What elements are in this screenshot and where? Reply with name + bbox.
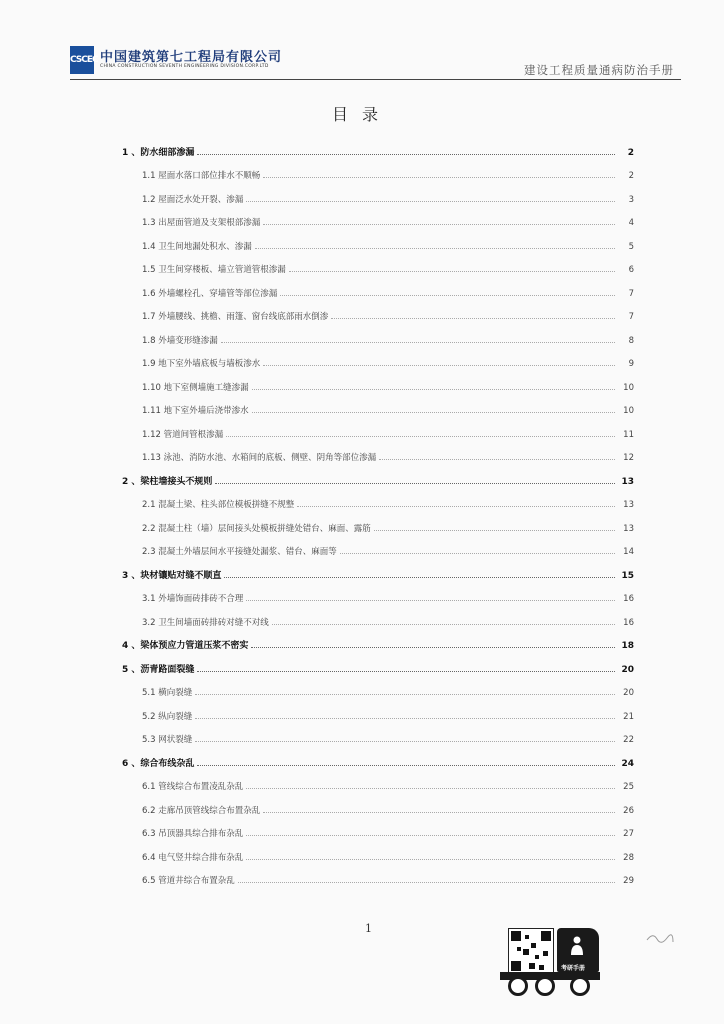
toc-entry-page: 13 bbox=[621, 476, 634, 487]
dot-leader bbox=[195, 741, 615, 742]
toc-title: 目录 bbox=[331, 105, 392, 124]
toc-entry-label: 1.11 地下室外墙后浇带渗水 bbox=[142, 406, 249, 416]
dot-leader bbox=[252, 412, 615, 413]
toc-section-entry[interactable] bbox=[122, 677, 634, 701]
table-of-contents bbox=[122, 136, 634, 888]
toc-entry-label: 1.6 外墙螺栓孔、穿墙管等部位渗漏 bbox=[142, 288, 278, 299]
dot-leader bbox=[246, 835, 615, 836]
toc-chapter-entry[interactable] bbox=[122, 630, 634, 654]
dot-leader bbox=[246, 859, 615, 860]
header-rule bbox=[70, 79, 681, 80]
dot-leader bbox=[263, 177, 615, 178]
toc-section-entry[interactable] bbox=[122, 418, 634, 442]
toc-section-entry[interactable] bbox=[122, 512, 634, 536]
wheel-icon bbox=[570, 976, 590, 996]
toc-entry-label: 6.4 电气竖井综合排布杂乱 bbox=[142, 852, 244, 863]
toc-entry-label: 1.4 卫生间地漏处积水、渗漏 bbox=[142, 241, 252, 252]
toc-entry-label: 1.12 管道间管根渗漏 bbox=[142, 429, 224, 440]
company-logo: CSCEC bbox=[70, 46, 94, 74]
toc-entry-page: 5 bbox=[628, 241, 634, 252]
toc-entry-page: 25 bbox=[623, 782, 634, 792]
toc-entry-label: 1.7 外墙腰线、挑檐、雨篷、窗台线底部雨水倒渗 bbox=[142, 312, 329, 322]
toc-entry-label: 1 、防水细部渗漏 bbox=[122, 147, 195, 158]
toc-section-entry[interactable] bbox=[122, 324, 634, 348]
toc-entry-page: 24 bbox=[621, 758, 634, 769]
toc-entry-page: 13 bbox=[623, 500, 634, 510]
toc-entry-page: 21 bbox=[623, 711, 634, 722]
dot-leader bbox=[246, 201, 615, 202]
page-number: 1 bbox=[365, 922, 372, 935]
person-icon bbox=[570, 936, 584, 956]
toc-entry-page: 20 bbox=[621, 664, 634, 675]
toc-entry-label: 6.2 走廊吊顶管线综合布置杂乱 bbox=[142, 805, 261, 816]
toc-entry-page: 12 bbox=[623, 453, 634, 463]
toc-section-entry[interactable] bbox=[122, 207, 634, 231]
toc-section-entry[interactable] bbox=[122, 160, 634, 184]
toc-entry-page: 20 bbox=[623, 688, 634, 698]
dot-leader bbox=[195, 694, 615, 695]
toc-entry-label: 5.3 网状裂缝 bbox=[142, 735, 193, 745]
toc-entry-page: 6 bbox=[628, 265, 634, 275]
toc-entry-label: 6.1 管线综合布置凌乱杂乱 bbox=[142, 782, 244, 792]
toc-entry-label: 2.1 混凝土梁、柱头部位模板拼缝不规整 bbox=[142, 500, 295, 510]
dot-leader bbox=[374, 530, 615, 531]
toc-entry-page: 9 bbox=[628, 359, 634, 369]
toc-entry-page: 7 bbox=[628, 312, 634, 322]
company-name-cn: 中国建筑第七工程局有限公司 bbox=[100, 50, 283, 65]
wheel-icon bbox=[508, 976, 528, 996]
qr-module bbox=[525, 935, 529, 939]
toc-entry-label: 1.1 屋面水落口部位排水不顺畅 bbox=[142, 171, 261, 181]
toc-section-entry[interactable] bbox=[122, 771, 634, 795]
toc-entry-page: 26 bbox=[623, 805, 634, 816]
qr-module bbox=[531, 943, 536, 948]
toc-entry-label: 1.5 卫生间穿楼板、墙立管道管根渗漏 bbox=[142, 265, 286, 275]
toc-entry-page: 16 bbox=[623, 617, 634, 628]
toc-entry-page: 15 bbox=[621, 570, 634, 581]
toc-entry-page: 2 bbox=[627, 147, 634, 158]
dot-leader bbox=[246, 600, 615, 601]
qr-module bbox=[529, 963, 535, 969]
toc-chapter-entry[interactable] bbox=[122, 653, 634, 677]
toc-entry-page: 8 bbox=[628, 335, 634, 346]
dot-leader bbox=[263, 365, 615, 366]
toc-chapter-entry[interactable] bbox=[122, 559, 634, 583]
qr-module bbox=[511, 931, 521, 941]
toc-entry-label: 6.3 吊顶器具综合排布杂乱 bbox=[142, 829, 244, 839]
toc-chapter-entry[interactable] bbox=[122, 136, 634, 160]
qr-module bbox=[543, 951, 548, 956]
toc-section-entry[interactable] bbox=[122, 583, 634, 607]
dot-leader bbox=[263, 812, 615, 813]
dot-leader bbox=[251, 647, 615, 648]
toc-section-entry[interactable] bbox=[122, 301, 634, 325]
dot-leader bbox=[255, 248, 615, 249]
toc-entry-page: 18 bbox=[621, 641, 634, 651]
toc-entry-label: 1.2 屋面泛水处开裂、渗漏 bbox=[142, 194, 244, 205]
dot-leader bbox=[280, 295, 615, 296]
watermark-label: 考研手册 bbox=[561, 965, 586, 972]
toc-entry-page: 2 bbox=[628, 171, 634, 181]
dot-leader bbox=[252, 389, 615, 390]
toc-entry-label: 1.3 出屋面管道及支架根部渗漏 bbox=[142, 218, 261, 228]
toc-entry-label: 4 、梁体预应力管道压浆不密实 bbox=[122, 641, 249, 651]
dot-leader bbox=[272, 624, 615, 625]
toc-section-entry[interactable] bbox=[122, 700, 634, 724]
toc-section-entry[interactable] bbox=[122, 348, 634, 372]
qr-module bbox=[511, 961, 521, 971]
qr-module bbox=[535, 955, 539, 959]
dot-leader bbox=[215, 483, 615, 484]
toc-entry-page: 4 bbox=[628, 218, 634, 228]
toc-entry-label: 3.1 外墙饰面砖排砖不合理 bbox=[142, 594, 244, 604]
toc-entry-page: 7 bbox=[628, 288, 634, 299]
document-header bbox=[70, 42, 680, 82]
dot-leader bbox=[246, 788, 615, 789]
toc-chapter-entry[interactable] bbox=[122, 465, 634, 489]
toc-entry-page: 29 bbox=[623, 876, 634, 886]
toc-entry-label: 2 、梁柱墙接头不规则 bbox=[122, 476, 213, 487]
ink-mark bbox=[645, 930, 675, 946]
dot-leader bbox=[226, 436, 615, 437]
toc-entry-page: 11 bbox=[623, 429, 634, 440]
toc-section-entry[interactable] bbox=[122, 841, 634, 865]
dot-leader bbox=[195, 718, 615, 719]
dot-leader bbox=[289, 271, 615, 272]
toc-entry-label: 5.2 纵向裂缝 bbox=[142, 711, 193, 722]
dot-leader bbox=[238, 882, 615, 883]
toc-section-entry[interactable] bbox=[122, 794, 634, 818]
company-name-en: CHINA CONSTRUCTION SEVENTH ENGINEERING DIVISION.CORP.LTD bbox=[100, 64, 269, 69]
toc-entry-label: 2.2 混凝土柱（墙）层间接头处模板拼缝处错台、麻面、露筋 bbox=[142, 523, 371, 534]
toc-section-entry[interactable] bbox=[122, 724, 634, 748]
toc-section-entry[interactable] bbox=[122, 606, 634, 630]
dot-leader bbox=[197, 154, 615, 155]
dot-leader bbox=[379, 459, 615, 460]
toc-section-entry[interactable] bbox=[122, 442, 634, 466]
dot-leader bbox=[221, 342, 615, 343]
toc-entry-label: 2.3 混凝土外墙层间水平接缝处漏浆、错台、麻面等 bbox=[142, 547, 337, 557]
toc-entry-page: 13 bbox=[623, 523, 634, 534]
toc-entry-label: 3.2 卫生间墙面砖排砖对缝不对线 bbox=[142, 617, 269, 628]
qr-module bbox=[539, 965, 544, 970]
toc-entry-page: 3 bbox=[628, 194, 634, 205]
toc-entry-label: 5 、沥青路面裂缝 bbox=[122, 664, 195, 675]
dot-leader bbox=[331, 318, 615, 319]
qr-module bbox=[517, 947, 521, 951]
toc-entry-label: 1.9 地下室外墙底板与墙板渗水 bbox=[142, 359, 261, 369]
toc-section-entry[interactable] bbox=[122, 818, 634, 842]
toc-entry-label: 3 、块材镶贴对缝不顺直 bbox=[122, 570, 222, 581]
dot-leader bbox=[197, 671, 615, 672]
qr-module bbox=[541, 931, 551, 941]
toc-section-entry[interactable] bbox=[122, 230, 634, 254]
dot-leader bbox=[224, 577, 615, 578]
dot-leader bbox=[263, 224, 615, 225]
wheel-icon bbox=[535, 976, 555, 996]
qr-code bbox=[508, 928, 554, 974]
toc-entry-label: 6 、综合布线杂乱 bbox=[122, 758, 195, 769]
toc-section-entry[interactable] bbox=[122, 371, 634, 395]
dot-leader bbox=[197, 765, 615, 766]
manual-title: 建设工程质量通病防治手册 bbox=[524, 63, 674, 77]
toc-entry-page: 28 bbox=[623, 852, 634, 863]
toc-entry-page: 22 bbox=[623, 735, 634, 745]
toc-section-entry[interactable] bbox=[122, 254, 634, 278]
dot-leader bbox=[297, 506, 615, 507]
toc-entry-page: 27 bbox=[623, 829, 634, 839]
toc-section-entry[interactable] bbox=[122, 489, 634, 513]
toc-section-entry[interactable] bbox=[122, 865, 634, 889]
toc-chapter-entry[interactable] bbox=[122, 747, 634, 771]
toc-entry-page: 10 bbox=[623, 406, 634, 416]
toc-entry-label: 6.5 管道井综合布置杂乱 bbox=[142, 876, 235, 886]
qr-module bbox=[523, 949, 529, 955]
toc-entry-page: 10 bbox=[623, 382, 634, 393]
toc-section-entry[interactable] bbox=[122, 277, 634, 301]
toc-entry-label: 5.1 横向裂缝 bbox=[142, 688, 193, 698]
toc-section-entry[interactable] bbox=[122, 183, 634, 207]
toc-section-entry[interactable] bbox=[122, 395, 634, 419]
toc-entry-page: 14 bbox=[623, 547, 634, 557]
dot-leader bbox=[340, 553, 615, 554]
toc-entry-label: 1.13 泳池、消防水池、水箱间的底板、侧壁、阴角等部位渗漏 bbox=[142, 453, 377, 463]
toc-entry-page: 16 bbox=[623, 594, 634, 604]
toc-section-entry[interactable] bbox=[122, 536, 634, 560]
toc-entry-label: 1.10 地下室侧墙施工缝渗漏 bbox=[142, 382, 249, 393]
toc-entry-label: 1.8 外墙变形缝渗漏 bbox=[142, 335, 218, 346]
